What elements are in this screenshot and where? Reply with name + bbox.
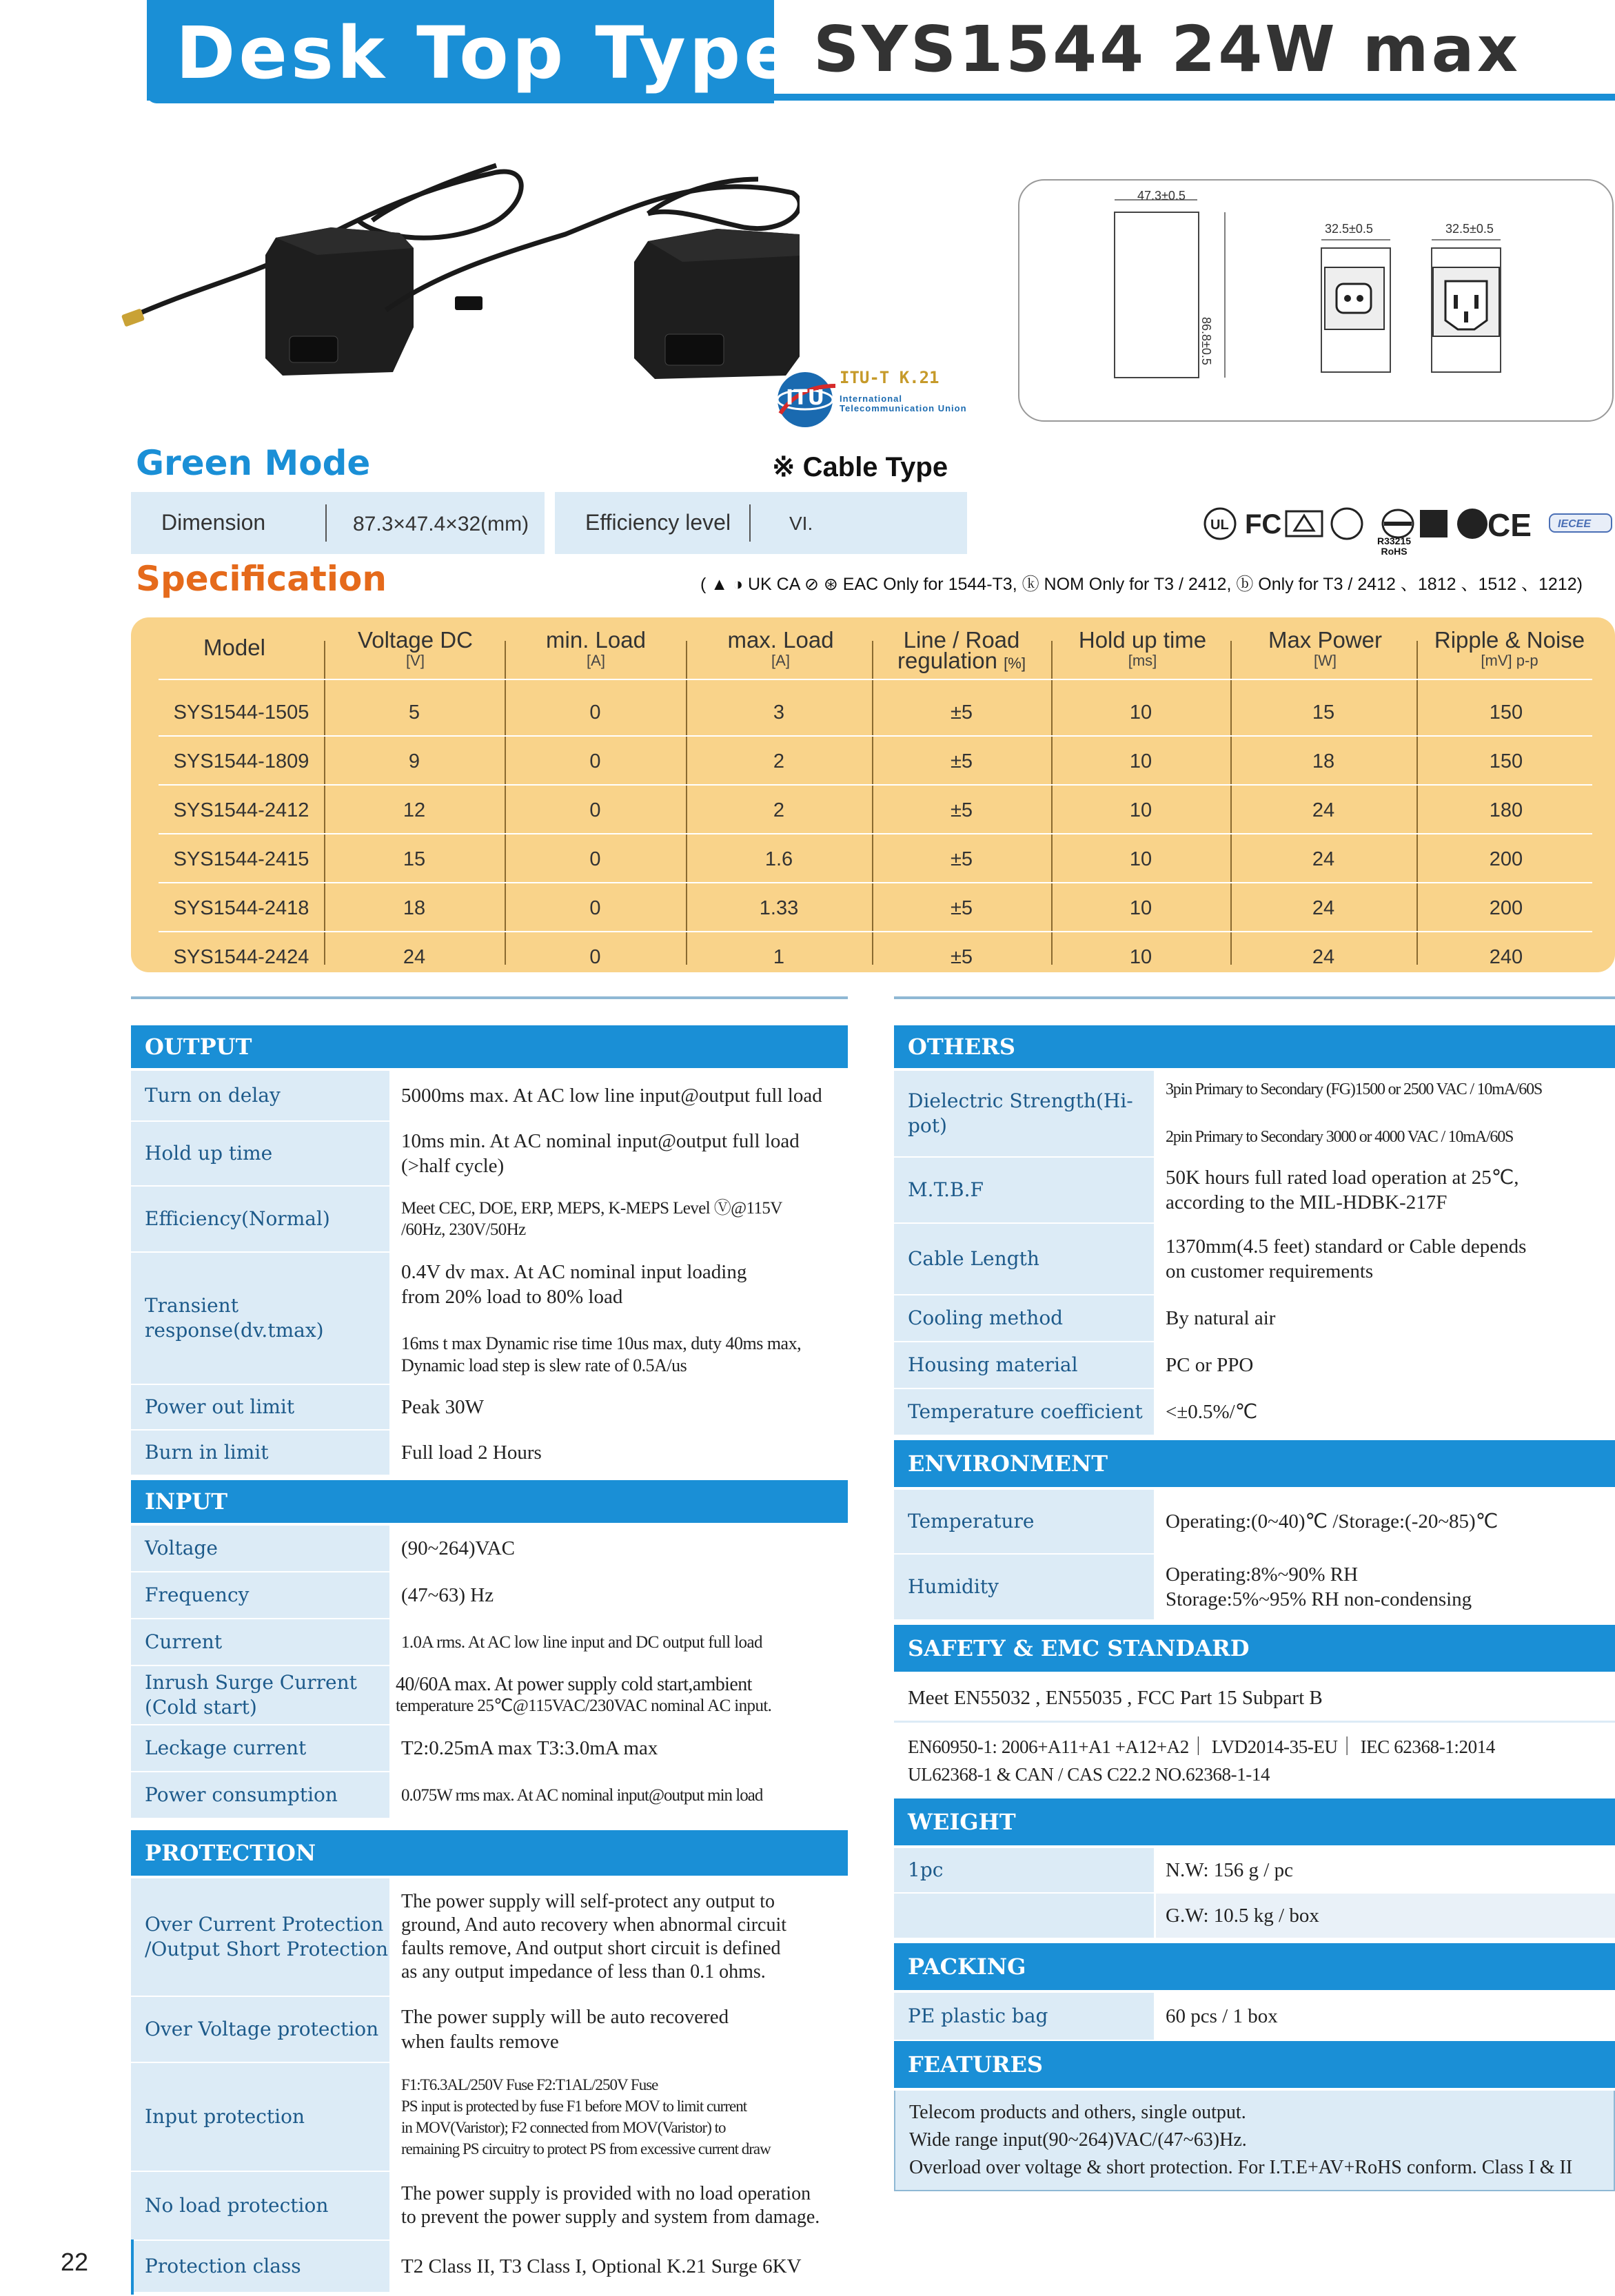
model-title: SYS1544 24W max bbox=[813, 12, 1521, 86]
row-divider bbox=[159, 735, 1592, 737]
spec-cell: 150 bbox=[1489, 750, 1523, 772]
col-voltage: Voltage DC [V] bbox=[358, 627, 473, 669]
spec-cell: 5 bbox=[408, 701, 420, 724]
dim-depth-3pin: 32.5±0.5 bbox=[1445, 222, 1494, 236]
spec-cell: ±5 bbox=[950, 897, 973, 919]
spec-cell: ±5 bbox=[950, 946, 973, 968]
table-row: Voltage (90~264)VAC bbox=[131, 1526, 848, 1572]
output-header: OUTPUT bbox=[131, 1025, 848, 1071]
spec-cell: 24 bbox=[1312, 897, 1335, 919]
dimension-outline bbox=[1018, 179, 1614, 422]
cable-type-note: ※ Cable Type bbox=[772, 452, 948, 482]
divider bbox=[749, 504, 751, 542]
table-row: No load protection The power supply is provided with no load operation to prevent the power supply and system from damage. bbox=[131, 2172, 848, 2241]
table-row: Transient response(dv.tmax) 0.4V dv max. At AC nominal input loading from 20% load to 80% load 16ms t max Dynamic rise time 10us max, duty 40ms max, Dynamic load step is slew rate of 0.5A/us bbox=[131, 1253, 848, 1385]
table-row: G.W: 10.5 kg / box bbox=[894, 1894, 1615, 1939]
spec-cell: 12 bbox=[403, 799, 426, 821]
spec-cell: 240 bbox=[1489, 946, 1523, 968]
spec-cell: 0 bbox=[589, 750, 601, 772]
model-cell: SYS1544-2418 bbox=[173, 897, 309, 919]
spec-cell: 10 bbox=[1129, 799, 1152, 821]
environment-header: ENVIRONMENT bbox=[894, 1440, 1615, 1490]
spec-cell: ±5 bbox=[950, 750, 973, 772]
spec-cell: 180 bbox=[1489, 799, 1523, 821]
table-row: Turn on delay 5000ms max. At AC low line input@output full load bbox=[131, 1071, 848, 1122]
model-cell: SYS1544-2412 bbox=[173, 799, 309, 821]
spec-cell: 10 bbox=[1129, 946, 1152, 968]
spec-cell: 0 bbox=[589, 799, 601, 821]
protection-header: PROTECTION bbox=[131, 1830, 848, 1878]
spec-cell: 24 bbox=[1312, 799, 1335, 821]
spec-cell: 200 bbox=[1489, 848, 1523, 870]
spec-cell: 15 bbox=[403, 848, 426, 870]
table-row: Cooling method By natural air bbox=[894, 1295, 1615, 1342]
features-header: FEATURES bbox=[894, 2041, 1615, 2091]
itu-logo-text: ITU bbox=[786, 386, 824, 410]
table-row: Housing material PC or PPO bbox=[894, 1342, 1615, 1389]
spec-cell: 1.33 bbox=[759, 897, 799, 919]
spec-cell: 18 bbox=[1312, 750, 1335, 772]
specification-cert-note: ( ▲ ◑ UK CA ⊘ ⊛ EAC Only for 1544-T3, ⓚ NOM Only for T3 / 2412, ⓑ Only for T3 / 2412 、1812 、1512 、1212) bbox=[700, 575, 1583, 594]
safety-standards: EN60950-1: 2006+A11+A1 +A12+A2｜ LVD2014-35-EU｜ IEC 62368-1:2014 UL62368-1 & CAN / CAS C22.2 NO.62368-1-14 bbox=[908, 1736, 1495, 1785]
page-number: 22 bbox=[61, 2248, 89, 2276]
table-row: Efficiency(Normal) Meet CEC, DOE, ERP, MEPS, K-MEPS Level Ⓥ@115V /60Hz, 230V/50Hz bbox=[131, 1187, 848, 1253]
spec-cell: 24 bbox=[1312, 946, 1335, 968]
model-cell: SYS1544-1809 bbox=[173, 750, 309, 772]
dimension-value: 87.3×47.4×32(mm) bbox=[353, 513, 529, 535]
dimension-box bbox=[131, 492, 545, 554]
col-max-load: max. Load [A] bbox=[727, 627, 834, 669]
col-model: Model bbox=[203, 635, 265, 660]
col-ripple: Ripple & Noise [mV] p-p bbox=[1434, 627, 1585, 669]
row-divider bbox=[159, 931, 1592, 932]
table-row: Current 1.0A rms. At AC low line input and DC output full load bbox=[131, 1619, 848, 1666]
itu-org: International Telecommunication Union bbox=[840, 393, 967, 413]
divider bbox=[325, 504, 327, 542]
efficiency-box bbox=[555, 492, 967, 554]
itu-standard: ITU-T K.21 bbox=[840, 368, 939, 387]
spec-cell: 24 bbox=[1312, 848, 1335, 870]
col-max-power: Max Power [W] bbox=[1268, 627, 1383, 669]
table-row: Power out limit Peak 30W bbox=[131, 1385, 848, 1431]
spec-cell: 15 bbox=[1312, 701, 1335, 724]
rohs-id: R33215 bbox=[1377, 535, 1412, 546]
table-row: Input protection F1:T6.3AL/250V Fuse F2:T1AL/250V Fuse PS input is protected by fuse F1 before MOV to limit current in MOV(Varistor); F2 connected from MOV(Varistor) to remaining PS circuitry to protect PS from excessive current draw bbox=[131, 2063, 848, 2172]
safety-line: Meet EN55032 , EN55035 , FCC Part 15 Subpart B bbox=[894, 1674, 1615, 1723]
table-row: M.T.B.F 50K hours full rated load operation at 25℃, according to the MIL-HDBK-217F bbox=[894, 1158, 1615, 1224]
spec-cell: ±5 bbox=[950, 799, 973, 821]
specification-title: Specification bbox=[136, 559, 387, 599]
spec-cell: 10 bbox=[1129, 848, 1152, 870]
table-row: Over Voltage protection The power supply will be auto recovered when faults remove bbox=[131, 1997, 848, 2063]
spec-cell: 10 bbox=[1129, 701, 1152, 724]
spec-cell: ±5 bbox=[950, 701, 973, 724]
table-row: Protection class T2 Class II, T3 Class I, Optional K.21 Surge 6KV bbox=[131, 2241, 848, 2293]
col-min-load: min. Load [A] bbox=[546, 627, 646, 669]
efficiency-label: Efficiency level bbox=[585, 510, 731, 535]
svg-text:IECEE: IECEE bbox=[1558, 518, 1592, 530]
col-hold-up: Hold up time [ms] bbox=[1078, 627, 1207, 669]
packing-header: PACKING bbox=[894, 1943, 1615, 1993]
svg-text:UL: UL bbox=[1210, 517, 1229, 533]
spec-cell: 3 bbox=[773, 701, 785, 724]
spec-cell: 200 bbox=[1489, 897, 1523, 919]
green-mode-title: Green Mode bbox=[136, 443, 371, 483]
spec-cell: 0 bbox=[589, 848, 601, 870]
dim-height: 86.8±0.5 bbox=[1199, 317, 1213, 365]
efficiency-value: VI. bbox=[789, 513, 813, 534]
spec-cell: 1 bbox=[773, 946, 785, 968]
spec-cell: 18 bbox=[403, 897, 426, 919]
spec-cell: 10 bbox=[1129, 897, 1152, 919]
features-list: Telecom products and others, single output. Wide range input(90~264)VAC/(47~63)Hz. Overload over voltage & short protection. For I.T.E+AV+RoHS conform. Class I & II bbox=[894, 2091, 1615, 2191]
dim-depth-2pin: 32.5±0.5 bbox=[1325, 222, 1373, 236]
table-row: Temperature coefficient <±0.5%/℃ bbox=[894, 1389, 1615, 1436]
row-divider bbox=[159, 784, 1592, 786]
dimension-label: Dimension bbox=[161, 510, 266, 535]
others-header: OTHERS bbox=[894, 1025, 1615, 1071]
row-divider bbox=[159, 833, 1592, 834]
table-row: Inrush Surge Current (Cold start) 40/60A max. At power supply cold start,ambient temperature 25℃@115VAC/230VAC nominal AC input. bbox=[131, 1666, 848, 1725]
input-header: INPUT bbox=[131, 1480, 848, 1526]
spec-cell: 0 bbox=[589, 701, 601, 724]
table-row: Humidity Operating:8%~90% RH Storage:5%~95% RH non-condensing bbox=[894, 1555, 1615, 1621]
table-row: PE plastic bag 60 pcs / 1 box bbox=[894, 1993, 1615, 2041]
spec-cell: 150 bbox=[1489, 701, 1523, 724]
product-photo bbox=[110, 152, 800, 386]
model-cell: SYS1544-2415 bbox=[173, 848, 309, 870]
svg-text:CE: CE bbox=[1487, 507, 1532, 543]
spec-cell: 0 bbox=[589, 946, 601, 968]
spec-cell: 2 bbox=[773, 799, 785, 821]
row-divider bbox=[159, 882, 1592, 883]
table-row: Hold up time 10ms min. At AC nominal input@output full load (>half cycle) bbox=[131, 1122, 848, 1187]
model-cell: SYS1544-2424 bbox=[173, 946, 309, 968]
safety-header: SAFETY & EMC STANDARD bbox=[894, 1625, 1615, 1674]
page-title: Desk Top Type bbox=[176, 11, 796, 95]
rohs-badge bbox=[1377, 536, 1411, 557]
table-row: Burn in limit Full load 2 Hours bbox=[131, 1431, 848, 1476]
table-row: Cable Length 1370mm(4.5 feet) standard or Cable depends on customer requirements bbox=[894, 1224, 1615, 1295]
svg-text:FC: FC bbox=[1245, 509, 1282, 540]
model-cell: SYS1544-1505 bbox=[173, 701, 309, 724]
table-row: 1pc N.W: 156 g / pc bbox=[894, 1848, 1615, 1894]
weight-header: WEIGHT bbox=[894, 1798, 1615, 1848]
table-row: Temperature Operating:(0~40)℃ /Storage:(-20~85)℃ bbox=[894, 1490, 1615, 1555]
spec-cell: 10 bbox=[1129, 750, 1152, 772]
spec-cell: 9 bbox=[408, 750, 420, 772]
spec-cell: 2 bbox=[773, 750, 785, 772]
table-row: Leckage current T2:0.25mA max T3:3.0mA max bbox=[131, 1725, 848, 1772]
page-bar bbox=[131, 2239, 134, 2295]
table-row: Over Current Protection /Output Short Protection The power supply will self-protect any output to ground, And auto recovery when abnormal circuit faults remove, And output short circuit is defined as any output impedance of less than 0.1 ohms. bbox=[131, 1878, 848, 1997]
table-row: Power consumption 0.075W rms max. At AC nominal input@output min load bbox=[131, 1772, 848, 1819]
table-row: Dielectric Strength(Hi-pot) 3pin Primary to Secondary (FG)1500 or 2500 VAC / 10mA/60S 2pin Primary to Secondary 3000 or 4000 VAC / 10mA/60S bbox=[894, 1071, 1615, 1158]
dim-width: 47.3±0.5 bbox=[1137, 189, 1186, 203]
col-regulation: Line / Road regulation [%] bbox=[897, 627, 1026, 673]
spec-cell: 24 bbox=[403, 946, 426, 968]
spec-cell: ±5 bbox=[950, 848, 973, 870]
rohs-text: RoHS bbox=[1381, 546, 1408, 557]
table-row: Frequency (47~63) Hz bbox=[131, 1572, 848, 1619]
spec-cell: 0 bbox=[589, 897, 601, 919]
spec-cell: 1.6 bbox=[764, 848, 793, 870]
